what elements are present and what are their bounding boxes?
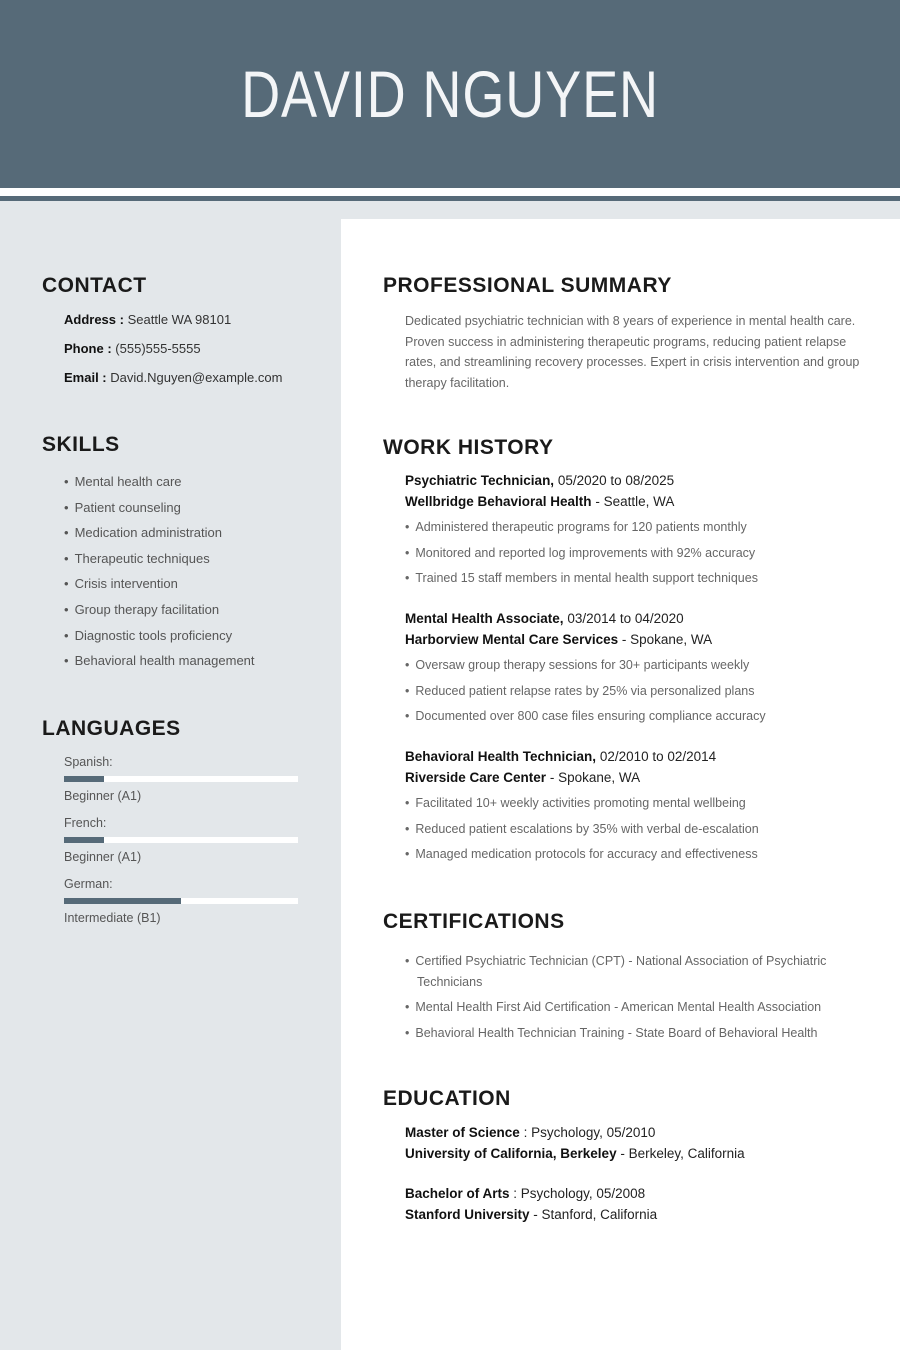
certifications-list	[405, 951, 845, 1048]
address-label: Address :	[64, 312, 124, 327]
skill-item: • Group therapy facilitation	[64, 602, 255, 628]
job-location: - Spokane, WA	[621, 631, 713, 647]
job-role: Mental Health Associate,	[405, 611, 564, 626]
job-bullet: • Documented over 800 case files ensuring compliance accuracy	[405, 707, 875, 733]
job-dates: 03/2014 to 04/2020	[567, 611, 684, 626]
email-label: Email :	[64, 370, 107, 385]
summary-text: Dedicated psychiatric technician with 8 years of experience in mental health care. Proven success in administering therapeutic programs, reducing patient relapse rates, and streamlining recovery processes. Expert in crisis intervention and group therapy facilitation.	[405, 314, 860, 390]
languages-title: LANGUAGES	[42, 717, 181, 740]
certifications-title: CERTIFICATIONS	[383, 910, 565, 933]
candidate-name: DAVID NGUYEN	[241, 57, 659, 131]
job-employer-line	[405, 768, 875, 789]
main-top-band	[341, 201, 900, 219]
job-bullets	[405, 656, 875, 733]
job-dates: 02/2010 to 02/2014	[599, 749, 717, 764]
job-dates: 05/2020 to 08/2025	[557, 473, 675, 488]
language-level: Intermediate (B1)	[64, 911, 161, 925]
job-bullet: • Facilitated 10+ weekly activities promoting mental wellbeing	[405, 794, 875, 820]
certification-item: • Behavioral Health Technician Training - State Board of Behavioral Health	[405, 1023, 845, 1044]
job-bullets	[405, 794, 875, 871]
job-location: - Seattle, WA	[595, 493, 675, 509]
job-bullet: • Trained 15 staff members in mental health support techniques	[405, 569, 875, 595]
job-bullet: • Oversaw group therapy sessions for 30+ participants weekly	[405, 656, 875, 682]
education-location: - Stanford, California	[533, 1206, 658, 1222]
job-bullet: • Reduced patient relapse rates by 25% via personalized plans	[405, 682, 875, 708]
job-role: Psychiatric Technician,	[405, 473, 555, 488]
job-entry	[405, 609, 875, 733]
job-bullet: • Reduced patient escalations by 35% with verbal de-escalation	[405, 820, 875, 846]
language-proficiency-bar	[64, 837, 298, 843]
language-proficiency-fill	[64, 898, 181, 904]
language-proficiency-bar	[64, 776, 298, 782]
language-name: German:	[64, 877, 113, 891]
language-french	[64, 816, 298, 864]
education-entry	[405, 1184, 875, 1225]
skills-title: SKILLS	[42, 433, 120, 456]
language-level: Beginner (A1)	[64, 850, 142, 864]
certification-item: • Certified Psychiatric Technician (CPT) - National Association of Psychiatric Technicians	[405, 951, 845, 992]
skill-item: • Therapeutic techniques	[64, 551, 255, 577]
language-proficiency-fill	[64, 776, 104, 782]
language-name: French:	[64, 816, 107, 830]
education-school: University of California, Berkeley	[405, 1145, 617, 1161]
contact-phone	[64, 341, 201, 356]
job-title-line	[405, 747, 875, 768]
job-entry	[405, 471, 875, 595]
job-bullet: • Managed medication protocols for accuracy and effectiveness	[405, 845, 875, 871]
phone-label: Phone :	[64, 341, 112, 356]
contact-address	[64, 312, 231, 327]
job-employer: Riverside Care Center	[405, 769, 547, 785]
education-title: EDUCATION	[383, 1087, 511, 1110]
skill-item: • Behavioral health management	[64, 653, 255, 679]
skill-item: • Diagnostic tools proficiency	[64, 628, 255, 654]
phone-value: (555)555-5555	[115, 341, 201, 356]
education-degree-line	[405, 1184, 875, 1205]
language-level: Beginner (A1)	[64, 789, 142, 803]
contact-email	[64, 370, 282, 385]
education-school: Stanford University	[405, 1206, 530, 1222]
job-bullets	[405, 518, 875, 595]
skills-list	[64, 474, 255, 679]
language-proficiency-fill	[64, 837, 104, 843]
address-value: Seattle WA 98101	[127, 312, 232, 327]
job-location: - Spokane, WA	[549, 769, 641, 785]
skill-item: • Crisis intervention	[64, 576, 255, 602]
email-value[interactable]: David.Nguyen@example.com	[110, 370, 283, 385]
contact-title: CONTACT	[42, 274, 147, 297]
job-bullet: • Monitored and reported log improvements with 92% accuracy	[405, 544, 875, 570]
certification-item: • Mental Health First Aid Certification - American Mental Health Association	[405, 997, 845, 1018]
job-employer-line	[405, 492, 875, 513]
education-field: : Psychology, 05/2008	[513, 1186, 646, 1201]
skill-item: • Patient counseling	[64, 500, 255, 526]
job-employer-line	[405, 630, 875, 651]
education-school-line	[405, 1144, 875, 1165]
job-employer: Wellbridge Behavioral Health	[405, 493, 592, 509]
education-field: : Psychology, 05/2010	[523, 1125, 656, 1140]
summary-title: PROFESSIONAL SUMMARY	[383, 274, 672, 297]
job-title-line	[405, 471, 875, 492]
language-german	[64, 877, 298, 925]
skill-item: • Medication administration	[64, 525, 255, 551]
education-entry	[405, 1123, 875, 1164]
education-school-line	[405, 1205, 875, 1226]
job-bullet: • Administered therapeutic programs for 120 patients monthly	[405, 518, 875, 544]
work-history-title: WORK HISTORY	[383, 436, 554, 459]
education-degree: Master of Science	[405, 1125, 520, 1140]
education-location: - Berkeley, California	[620, 1145, 745, 1161]
language-proficiency-bar	[64, 898, 298, 904]
job-entry	[405, 747, 875, 871]
job-title-line	[405, 609, 875, 630]
education-degree-line	[405, 1123, 875, 1144]
education-degree: Bachelor of Arts	[405, 1186, 510, 1201]
language-name: Spanish:	[64, 755, 113, 769]
skill-item: • Mental health care	[64, 474, 255, 500]
language-spanish	[64, 755, 298, 803]
job-role: Behavioral Health Technician,	[405, 749, 597, 764]
job-employer: Harborview Mental Care Services	[405, 631, 619, 647]
